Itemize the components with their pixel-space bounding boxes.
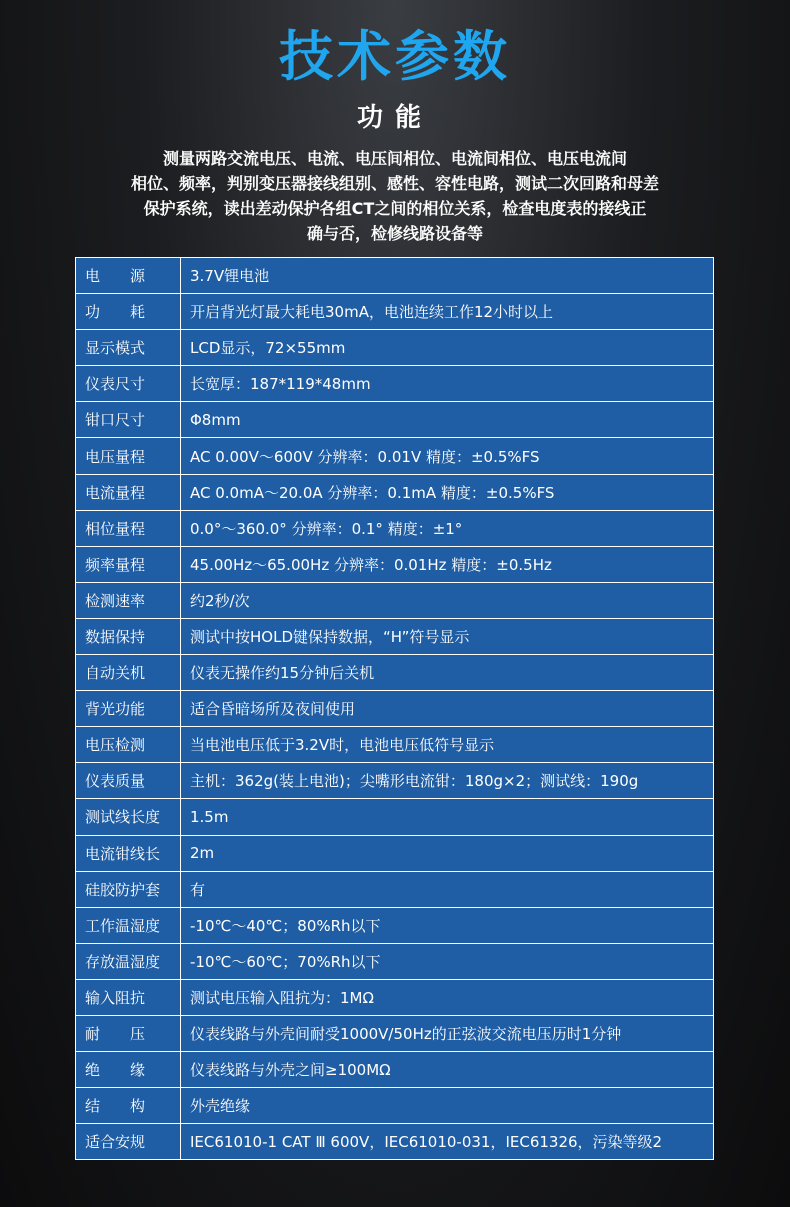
- spec-label: 显示模式: [76, 330, 181, 366]
- spec-value: 适合昏暗场所及夜间使用: [181, 691, 714, 727]
- spec-row: [76, 1052, 714, 1088]
- spec-row: [76, 943, 714, 979]
- spec-value: 仪表无操作约15分钟后关机: [181, 655, 714, 691]
- spec-value: 主机：362g(装上电池)；尖嘴形电流钳：180g×2；测试线：190g: [181, 763, 714, 799]
- spec-row: [76, 763, 714, 799]
- spec-label: 检测速率: [76, 582, 181, 618]
- spec-value: 45.00Hz～65.00Hz 分辨率：0.01Hz 精度：±0.5Hz: [181, 546, 714, 582]
- description-line: 相位、频率，判别变压器接线组别、感性、容性电路，测试二次回路和母差: [130, 174, 659, 193]
- spec-label: 电流量程: [76, 474, 181, 510]
- description-line: 保护系统，读出差动保护各组CT之间的相位关系，检查电度表的接线正: [143, 199, 647, 218]
- spec-row: [76, 655, 714, 691]
- spec-label: 测试线长度: [76, 799, 181, 835]
- spec-value: 外壳绝缘: [181, 1088, 714, 1124]
- spec-row: [76, 871, 714, 907]
- spec-label: 耐 压: [76, 1015, 181, 1051]
- spec-label: 频率量程: [76, 546, 181, 582]
- description-line: 测量两路交流电压、电流、电压间相位、电流间相位、电压电流间: [162, 149, 627, 168]
- spec-row: [76, 727, 714, 763]
- spec-row: [76, 330, 714, 366]
- spec-row: [76, 907, 714, 943]
- spec-row: [76, 799, 714, 835]
- spec-row: [76, 979, 714, 1015]
- spec-label: 数据保持: [76, 618, 181, 654]
- spec-value: 1.5m: [181, 799, 714, 835]
- spec-row: [76, 1124, 714, 1160]
- spec-label: 功 耗: [76, 294, 181, 330]
- spec-row: [76, 691, 714, 727]
- spec-row: [76, 402, 714, 438]
- spec-row: [76, 1015, 714, 1051]
- spec-value: -10℃～40℃；80%Rh以下: [181, 907, 714, 943]
- spec-row: [76, 510, 714, 546]
- spec-label: 绝 缘: [76, 1052, 181, 1088]
- spec-label: 电压检测: [76, 727, 181, 763]
- spec-row: [76, 258, 714, 294]
- spec-table: [75, 257, 714, 1160]
- spec-value: 长宽厚：187*119*48mm: [181, 366, 714, 402]
- spec-value: AC 0.0mA～20.0A 分辨率：0.1mA 精度：±0.5%FS: [181, 474, 714, 510]
- spec-label: 仪表质量: [76, 763, 181, 799]
- spec-value: LCD显示，72×55mm: [181, 330, 714, 366]
- spec-label: 电 源: [76, 258, 181, 294]
- spec-value: 有: [181, 871, 714, 907]
- spec-value: 0.0°～360.0° 分辨率：0.1° 精度：±1°: [181, 510, 714, 546]
- spec-label: 输入阻抗: [76, 979, 181, 1015]
- description-line: 确与否，检修线路设备等: [306, 224, 483, 243]
- spec-row: [76, 294, 714, 330]
- spec-value: AC 0.00V～600V 分辨率：0.01V 精度：±0.5%FS: [181, 438, 714, 474]
- spec-value: Φ8mm: [181, 402, 714, 438]
- spec-row: [76, 835, 714, 871]
- spec-label: 工作温湿度: [76, 907, 181, 943]
- spec-row: [76, 546, 714, 582]
- spec-row: [76, 366, 714, 402]
- spec-value: 测试中按HOLD键保持数据，“H”符号显示: [181, 618, 714, 654]
- spec-label: 自动关机: [76, 655, 181, 691]
- spec-value: 仪表线路与外壳间耐受1000V/50Hz的正弦波交流电压历时1分钟: [181, 1015, 714, 1051]
- spec-value: -10℃～60℃；70%Rh以下: [181, 943, 714, 979]
- spec-row: [76, 474, 714, 510]
- spec-value: 约2秒/次: [181, 582, 714, 618]
- spec-row: [76, 438, 714, 474]
- spec-value: 2m: [181, 835, 714, 871]
- spec-value: 仪表线路与外壳之间≥100MΩ: [181, 1052, 714, 1088]
- spec-label: 电流钳线长: [76, 835, 181, 871]
- spec-label: 相位量程: [76, 510, 181, 546]
- spec-label: 适合安规: [76, 1124, 181, 1160]
- spec-row: [76, 618, 714, 654]
- spec-table-body: [76, 258, 714, 1160]
- spec-label: 硅胶防护套: [76, 871, 181, 907]
- spec-value: 3.7V锂电池: [181, 258, 714, 294]
- spec-value: IEC61010-1 CAT Ⅲ 600V，IEC61010-031，IEC61326，污染等级2: [181, 1124, 714, 1160]
- spec-label: 背光功能: [76, 691, 181, 727]
- section-subtitle: 功能: [356, 103, 433, 133]
- spec-row: [76, 1088, 714, 1124]
- spec-row: [76, 582, 714, 618]
- spec-label: 存放温湿度: [76, 943, 181, 979]
- spec-value: 当电池电压低于3.2V时，电池电压低符号显示: [181, 727, 714, 763]
- function-description: [80, 146, 710, 246]
- page-title: 技术参数: [279, 25, 511, 88]
- spec-label: 钳口尺寸: [76, 402, 181, 438]
- spec-value: 测试电压输入阻抗为：1MΩ: [181, 979, 714, 1015]
- spec-label: 电压量程: [76, 438, 181, 474]
- spec-value: 开启背光灯最大耗电30mA，电池连续工作12小时以上: [181, 294, 714, 330]
- spec-label: 结 构: [76, 1088, 181, 1124]
- spec-label: 仪表尺寸: [76, 366, 181, 402]
